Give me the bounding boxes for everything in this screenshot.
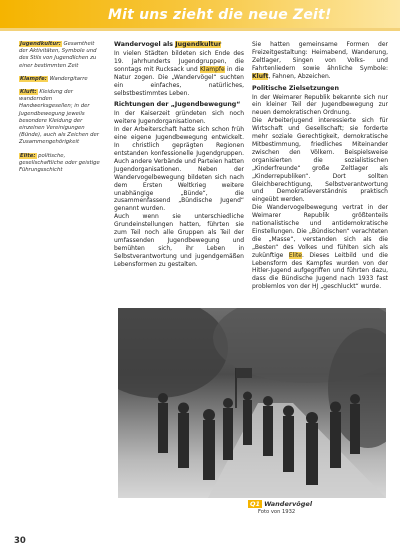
glossary-definition: Kleidung der wandernden Handwerksgesellen; in der Jugendbewegung jeweils besondere Kleidung der einzelnen Vereinigungen (Bünde), auch als Zeichen der Zusammengehörigkeit — [19, 89, 99, 146]
glossary-term: Jugendkultur: — [20, 41, 61, 47]
text-column-1 — [114, 41, 244, 269]
paragraph: In der Kaiserzeit gründeten sich noch weitere Jugendorganisationen. — [114, 110, 244, 126]
highlighted-term: Kluft — [252, 72, 269, 80]
source-number-badge: Q1 — [250, 500, 261, 508]
glossary-term: Klampfe: — [20, 75, 47, 82]
section-heading: Politische Zielsetzungen — [252, 84, 339, 92]
section-heading: Wandervogel als Jugendkultur — [114, 41, 222, 48]
paragraph: In der Arbeiterschaft hatte sich schon früh eine eigene Jugendbewegung entwickelt. In christlich geprägten Regionen entstanden konfessionelle Jugendgruppen. Auch andere Verbände und Parteien hatten Jugendorganisationen. Neben der Wandervogelbewegung bildeten sich nach dem Ersten Weltkrieg weitere unabhängige „Bünde“, die zusammenfassend „Bündische Jugend“ genannt wurden. — [114, 126, 244, 213]
glossary-term: Elite: — [20, 152, 36, 159]
photo-illustration — [118, 308, 386, 498]
section-heading: Richtungen der „Jugendbewegung“ — [114, 101, 241, 109]
glossary-entry — [19, 41, 101, 70]
paragraph: Sie hatten gemeinsame Formen der Freizeitgestaltung: Heimabend, Wanderung, Zeltlager, Singen von Volks- und Fahrtenliedern sowie ähnliche Symbole: Kluft, Fahnen, Abzeichen. — [252, 41, 388, 80]
glossary-entry — [19, 153, 101, 175]
paragraph: In vielen Städten bildeten sich Ende des 19. Jahrhunderts Jugendgruppen, die sonntags mit Rucksack und Klampfe in die Natur zogen. Die „Wandervögel“ suchten ein einfaches, natürliches, selbstbestimmtes Leben. — [114, 50, 245, 97]
glossary-definition: Wandergitarre — [47, 75, 88, 82]
glossary-definition: Gesamtheit der Aktivitäten, Symbole und des Stils von Jugendlichen zu einer bestimmten Zeit — [19, 41, 97, 69]
chapter-title: Mit uns zieht die neue Zeit! — [108, 7, 332, 23]
glossary-term: Kluft: — [20, 89, 37, 96]
chapter-header-band — [0, 0, 400, 28]
photo-caption — [248, 500, 312, 516]
text-column-2 — [252, 41, 388, 291]
glossary-entry — [19, 89, 101, 147]
paragraph: Die Wandervogelbewegung vertrat in der Weimarer Republik größtenteils nationalistische und antidemokratische Einstellungen. Die „Bündischen“ verachteten die „Masse“, verstanden sich als die „Besten“ des Volkes und fühlten sich als zukünftige Elite. Dieses Leitbild und die Lebensform des Kampfes wurden von der Hitler-Jugend aufgegriffen und führten dazu, dass die Bündische Jugend nach 1933 fast problemlos von der HJ „geschluckt“ wurde. — [252, 204, 388, 291]
glossary-entry — [19, 76, 101, 83]
glossary-definition: politische, gesellschaftliche oder geistige Führungsschicht — [19, 152, 100, 174]
caption-subtitle: Foto von 1932 — [258, 509, 296, 515]
highlighted-term: Klampfe — [199, 65, 225, 73]
highlighted-term: Elite — [288, 251, 302, 259]
highlighted-term: Jugendkultur — [175, 41, 222, 48]
caption-title: Wandervögel — [264, 500, 313, 508]
historical-photo — [118, 308, 386, 498]
page-number: 30 — [14, 536, 26, 546]
paragraph: Die Arbeiterjugend interessierte sich für Wirtschaft und Gesellschaft; sie forderte mehr soziale Gerechtigkeit, demokratische Mitbestimmung, friedliches Miteinander zwischen den Völkern. Beispielsweise organisierten die sozialistischen „Kinderfreunde“ große Zeltlager als „Kinderrepubliken“. Dort sollten Gleichberechtigung, Selbstverantwortung und Demokratieverständnis praktisch eingeübt werden. — [252, 117, 388, 204]
paragraph: Auch wenn sie unterschiedliche Grundeinstellungen hatten, führten sie zum Teil noch alle Gruppen als Teil der umfassenden Jugendbewegung und bemühten sich, ihr Leben in Selbstverantwortung und jugendgemäßen Lebensformen zu gestalten. — [114, 213, 244, 268]
header-divider — [0, 28, 400, 31]
paragraph: In der Weimarer Republik bekannte sich nur ein kleiner Teil der Jugendbewegung zur neuen demokratischen Ordnung. — [252, 93, 388, 117]
glossary-sidebar — [19, 41, 101, 180]
